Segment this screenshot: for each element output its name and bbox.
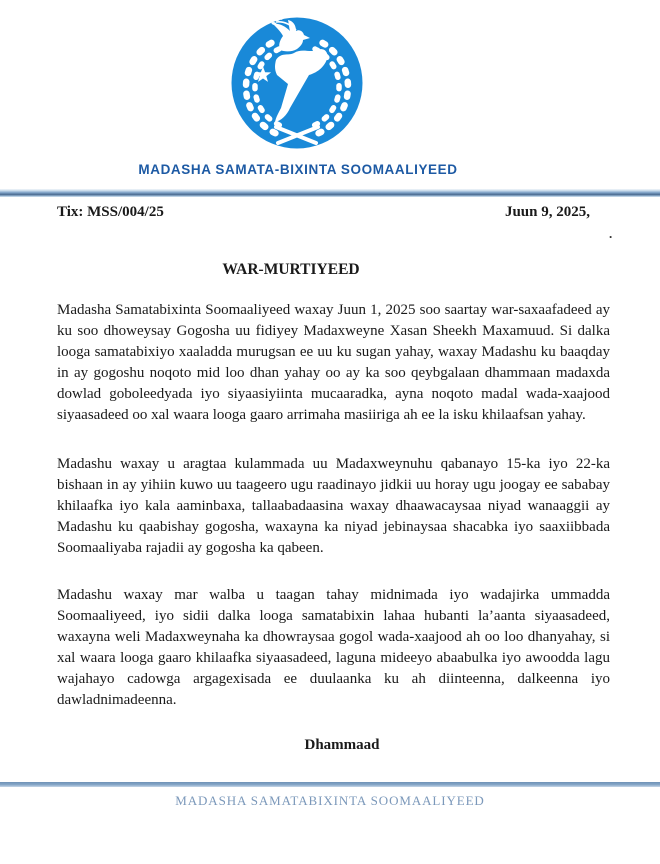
header-divider-rule xyxy=(0,189,660,197)
closing-word: Dhammaad xyxy=(304,737,380,753)
document-date: Juun 9, 2025, xyxy=(504,204,590,220)
reference-number: Tix: MSS/004/25 xyxy=(57,204,164,220)
meta-row xyxy=(57,204,590,221)
body-paragraph: Madasha Samatabixinta Soomaaliyeed waxay Juun 1, 2025 soo saartay war-saxaafadeed ay ku soo dhoweysay Gogosha uu fidiyey Madaxweyne Xasan Sheekh Maxamuud. Si dalka looga samatabixiyo xaaladda murugsan ee uu ku sugan yahay, waxay Madashu ku baaqday in ay gogoshu noqoto mid loo dhan yahay oo ay ka soo qeybgalaan dhammaan madaxda dowlad goboleedyada iyo siyaasiyiinta mucaaradka, ayna noqoto madal wada-xaajood siyaasadeed oo xal waara looga gaaro arrimaha masiiriga ah ee la isku khilaafsan yahay. xyxy=(57,302,610,423)
organization-name-header: MADASHA SAMATA-BIXINTA SOOMAALIYEED xyxy=(138,162,458,177)
organization-logo xyxy=(230,13,364,157)
footer-divider-rule xyxy=(0,782,660,787)
stray-period-mark: . xyxy=(609,226,613,241)
organization-name-footer: MADASHA SAMATABIXINTA SOOMAALIYEED xyxy=(175,793,485,808)
body-paragraph: Madashu waxay mar walba u taagan tahay midnimada iyo wadajirka ummadda Soomaaliyeed, iyo sidii dalka looga samatabixin lahaa hubanti la’aanta siyaasadeed, waxayna weli Madaxweynaha ka dhowraysaa gogol wada-xaajood ah oo loo dhanyahay, si xal waara looga gaaro khilaafka siyaasadeed, laguna mideeyo abaabulka iyo awoodda lagu wajahayo cadowga argagexisada ee duulaanka ku ah diinteenna, dalkeenna iyo dawladnimadeenna. xyxy=(57,587,610,708)
document-title: WAR-MURTIYEED xyxy=(222,261,360,278)
body-paragraph: Madashu waxay u aragtaa kulammada uu Madaxweynuhu qabanayo 15-ka iyo 22-ka bishaan in ay yihiin kuwo uu taageero ugu raadinayo jidkii uu horay ugu joogay ee sababay khilaafka iyo kala aaminbaxa, tallaabadaasina waxay dhaawacaysaa niyad wanaaggii ay Madashu ku qaabishay gogosha, waxayna ka niyad jebinaysaa shacabka iyo saaxiibbada Soomaaliyaba rajadii ay gogosha ka qabeen. xyxy=(57,456,610,556)
